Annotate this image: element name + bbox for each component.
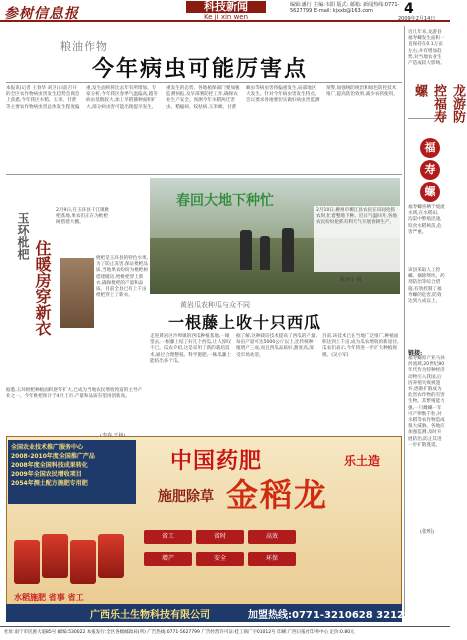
left-story-text-c: 据悉,玉环枇杷种植面积逐年扩大,已成为当地农民增收致富的主导产业之一。今年枇杷预计于4月上市,产量和品质有望再创新高。 [6, 388, 143, 400]
masthead-info: 编辑:潘行 主编:韦阳 版式: 邮箱: 新闻热线:0771-5627799 E-mail: kjxxb@163.com [290, 2, 400, 14]
melon-kicker: 黄岩瓜农种瓜与众不同 [180, 301, 250, 309]
sidebar-circle-2: 寿 [420, 160, 440, 180]
fertilizer-bag-image [42, 534, 68, 578]
ad-feature-badge: 省时 [196, 530, 244, 544]
sidebar-text-3: 该县采取人工捡螺、摘除卵块、药剂防治等综合措施,有效控制了福寿螺的危害,防效达到九成以上。 [408, 268, 445, 305]
ad-endorsement-line: 全国农业技术推广服务中心 [11, 444, 84, 451]
ad-feature-badge: 环保 [248, 552, 296, 566]
page-number: 4 [404, 1, 414, 17]
ad-product-bags [10, 510, 130, 590]
banner-credit: 陈亚宇 摄 [340, 277, 362, 283]
lead-headline: 今年病虫可能厉害点 [91, 56, 308, 82]
sidebar-text-4: 福寿螺原产亚马孙河流域,20世纪80年代作为特种经济动物引入我国,后因养殖失败被遗弃,逐渐扩散成为危害农作物的有害生物。其繁殖能力强,一只雌螺一年可产卵数千粒,对水稻等农作物造成很大威胁。各地应加强监测,及时开展防治,防止其进一步扩散蔓延。 [408, 356, 445, 448]
loquat-photo [60, 258, 94, 328]
farmer-figure [282, 228, 294, 272]
sidebar-signature: (张明) [420, 529, 434, 535]
ad-feature-badge: 高效 [248, 530, 296, 544]
ad-endorsement-line: 2054年测土配方施肥专用肥 [11, 480, 88, 487]
sidebar-divider [404, 26, 405, 616]
ad-endorsement-line: 2009年全国农民增收项目 [11, 471, 82, 478]
masthead-date: 2009年2月14日 [398, 16, 436, 22]
sidebar-circle-1: 福 [420, 138, 440, 158]
banner-caption: 2月10日,柳州市柳江县农民在田间抢抓农时,忙着整地下种。近日气温回升,各地农民纷纷抢抓有利天气开展春耕生产。 [314, 206, 400, 272]
melon-text-b: 据了解,这种栽培技术提高了西瓜的产量,每亩产量可达5000公斤以上,比传统种植增产三成,而且西瓜品质好,甜度高,深受市场欢迎。 [236, 334, 318, 358]
ad-feature-badge: 省工 [144, 530, 192, 544]
fertilizer-bag-image [14, 540, 40, 584]
sidebar-link-label: 链接: [408, 350, 423, 357]
ad-feature-badge: 安全 [196, 552, 244, 566]
ad-endorsement-line: 2008-2010年度全国推广产品 [11, 453, 95, 460]
left-story-headline: 住暖房穿新衣 [33, 240, 52, 336]
lead-body: 本报讯(记者 王春华 刘卫)日前召开的全区农作物病虫害发生趋势会商会上获悉,今年我区水稻、玉米、甘蔗等主要农作物病虫害总体发生程度偏重,发生面积将比去年有所增加。专家分析,今年我区春季气温偏高,越冬病虫基数较大,加上早稻播种面积扩大,部分病虫害可能出现提早发生、重发生的态势。各地植保部门要加强监测预报,及早部署防控工作,确保农业生产安全。预测今年水稻两迁害虫、稻瘟病、纹枯病,玉米螟、甘蔗螟虫等病虫害将偏重发生,局部地区大发生。针对今年病虫害发生特点,会议要求各地要切实做好病虫害监测预警,加强统防统治和绿色防控技术推广,提高防治效果,减少农药使用。 [6, 86, 398, 110]
paper-logo: 参树信息报 [4, 6, 79, 22]
sidebar-circle-3: 螺 [420, 182, 440, 202]
melon-text-c: 目前,该技术已在当地广泛推广,种植面积达到上千亩,成为瓜农增收的新途径。瓜农们表示,今年将进一步扩大种植规模。(吴小军) [322, 334, 402, 358]
ad-brand: 中国药肥 [170, 448, 263, 474]
ad-company: 广西乐土生物科技有限公司 [90, 610, 210, 621]
ad-product-name: 金稻龙 [226, 476, 329, 514]
ad-phone: 加盟热线:0771-3210628 3212993 [248, 610, 425, 621]
melon-headline: 一根藤上收十只西瓜 [168, 313, 322, 332]
lead-kicker: 粮油作物 [60, 40, 108, 53]
left-story-text-a: 2月9日,在玉环县干江镇枇杷基地,果农们正在为枇杷树搭建大棚。 [56, 208, 110, 226]
headline-rule [6, 82, 402, 83]
sidebar-intro: 近几年来,龙游县福寿螺发生面积一直保持在0.1万亩左右,并有增加趋势,对当地农业生产造成较大影响。 [408, 30, 445, 67]
farmer-figure [260, 236, 270, 270]
farmer-figure [240, 230, 252, 270]
sidebar-title: 龙游防控福寿螺 [412, 84, 465, 123]
ad-feature-badge: 增产 [144, 552, 192, 566]
lead-bottom-rule [6, 174, 402, 175]
banner-title: 春回大地下种忙 [176, 193, 274, 209]
fertilizer-bag-image [70, 540, 96, 584]
sidebar-text-2: 福寿螺喜栖于缓流水域,在水稻田、沟渠中繁殖迅速,咬食水稻秧苗,危害严重。 [408, 205, 445, 235]
left-story-text-b: 枇杷是玉环县的特色水果,为了防止冻害,保证枇杷品质,当地果农纷纷为枇杷树搭建暖房,给枇杷穿上新衣,确保枇杷的产量和品质。目前全县已有上千亩枇杷穿上了新衣。 [96, 256, 148, 299]
ad-bag-label: 水稻施肥 省事 省工 [14, 592, 84, 602]
melon-text-a: 走进黄岩区沙埠镇的西瓜种植基地,一眼望去,一根藤上结了好几个西瓜,让人惊叹不已。瓜农介绍,这是采用了新的栽培技术,通过合理整枝、科学施肥,一株瓜藤上能结出多个瓜。 [150, 334, 232, 364]
page-footer: 社址:南宁市民族大道85号 邮编:530022 本报发行:全区各级邮政局(所) 广告热线:0771-5627799 广告经营许可证:桂工商广字01012号 印刷:广西日报社印务中心 定价:0.80元 [0, 626, 450, 640]
section-title: 科技新闻 [186, 1, 266, 13]
ad-brand-suffix: 乐土造 [344, 454, 381, 468]
ad-endorsement-panel [8, 440, 136, 504]
ad-endorsement-line: 2008年度全国科技成果转化 [11, 462, 88, 469]
fertilizer-bag-image [98, 534, 124, 578]
section-pinyin: Ke ji xin wen [203, 13, 249, 21]
ad-features [140, 516, 396, 592]
left-story-kicker: 玉环枇杷 [16, 212, 30, 260]
ad-slogan: 施肥除草 [158, 489, 214, 505]
